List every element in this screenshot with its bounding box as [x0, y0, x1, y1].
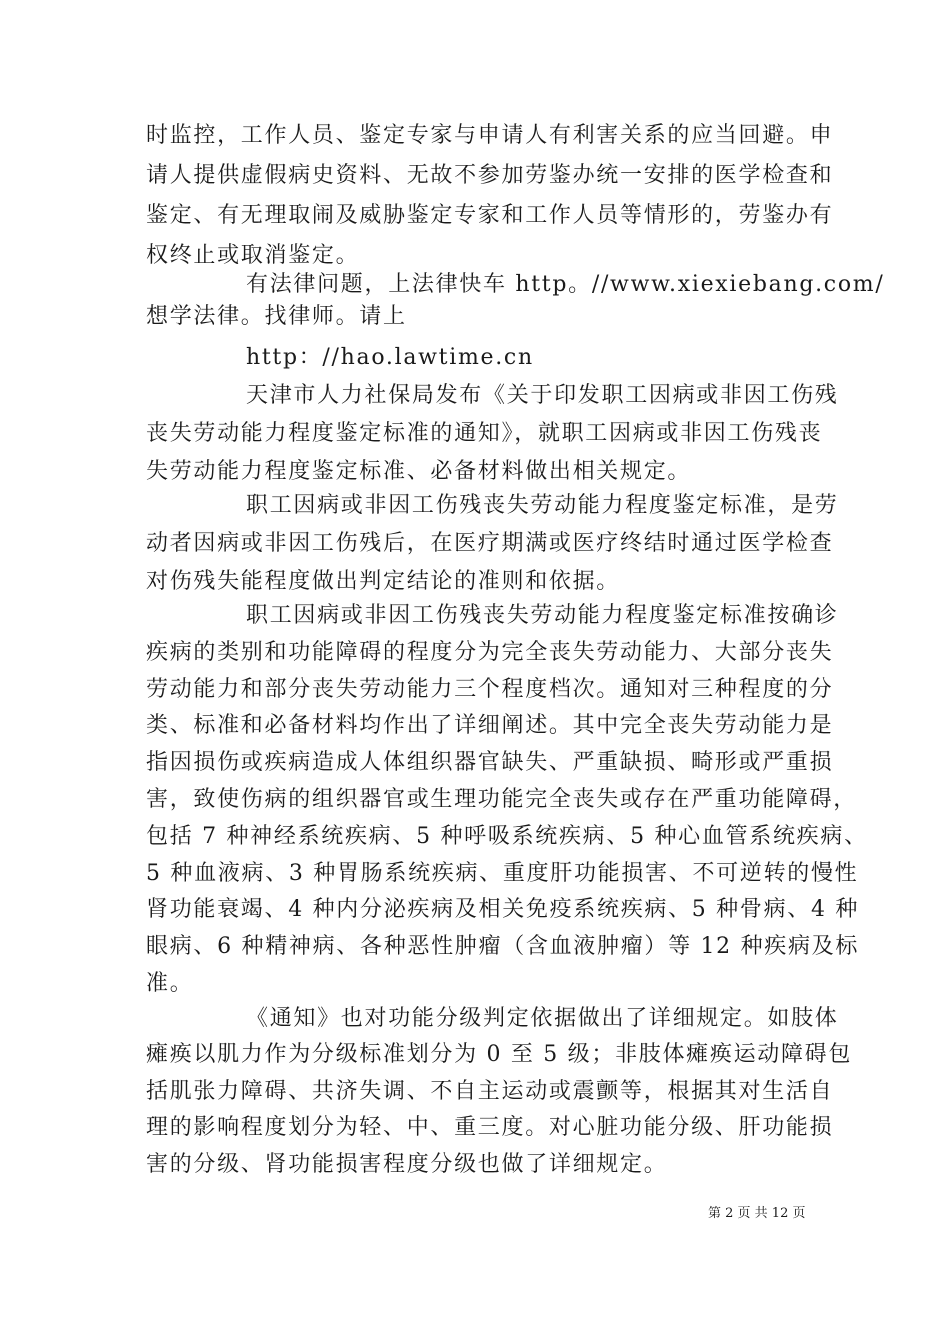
paragraph-line: 劳动能力和部分丧失劳动能力三个程度档次。通知对三种程度的分 — [146, 676, 834, 702]
paragraph-line: 《通知》也对功能分级判定依据做出了详细规定。如肢体 — [246, 1006, 839, 1031]
paragraph-line: 类、标准和必备材料均作出了详细阐述。其中完全丧失劳动能力是 — [146, 713, 834, 739]
paragraph-line: 职工因病或非因工伤残丧失劳动能力程度鉴定标准按确诊 — [246, 603, 839, 628]
paragraph-line: 理的影响程度划分为轻、中、重三度。对心脏功能分级、肝功能损 — [146, 1115, 834, 1141]
paragraph-line: 天津市人力社保局发布《关于印发职工因病或非因工伤残 — [246, 383, 839, 408]
paragraph-line: 括肌张力障碍、共济失调、不自主运动或震颤等，根据其对生活自 — [146, 1078, 834, 1104]
paragraph-line: 包括 7 种神经系统疾病、5 种呼吸系统疾病、5 种心血管系统疾病、 — [146, 823, 868, 849]
page-number: 第 2 页 共 12 页 — [708, 1206, 806, 1221]
paragraph-line: 5 种血液病、3 种胃肠系统疾病、重度肝功能损害、不可逆转的慢性 — [146, 860, 859, 886]
paragraph-line: 指因损伤或疾病造成人体组织器官缺失、严重缺损、畸形或严重损 — [146, 750, 834, 776]
paragraph-line: 请人提供虚假病史资料、无故不参加劳鉴办统一安排的医学检查和 — [146, 163, 834, 188]
paragraph-line: 准。 — [146, 971, 194, 996]
paragraph-line: 想学法律。找律师。请上 — [146, 304, 407, 329]
paragraph-line: 权终止或取消鉴定。 — [146, 243, 360, 268]
paragraph-line: 对伤残失能程度做出判定结论的准则和依据。 — [146, 569, 621, 594]
paragraph-line: 害，致使伤病的组织器官或生理功能完全丧失或存在严重功能障碍， — [146, 787, 858, 812]
paragraph-line: 害的分级、肾功能损害程度分级也做了详细规定。 — [146, 1151, 668, 1177]
paragraph-line: 失劳动能力程度鉴定标准、必备材料做出相关规定。 — [146, 459, 692, 484]
paragraph-line: 时监控，工作人员、鉴定专家与申请人有利害关系的应当回避。申 — [146, 123, 834, 148]
paragraph-line: 瘫痪以肌力作为分级标准划分为 0 至 5 级；非肢体瘫痪运动障碍包 — [146, 1042, 853, 1068]
paragraph-line: 职工因病或非因工伤残丧失劳动能力程度鉴定标准，是劳 — [246, 493, 839, 518]
paragraph-line: 动者因病或非因工伤残后，在医疗期满或医疗终结时通过医学检查 — [146, 531, 834, 556]
paragraph-line: 鉴定、有无理取闹及威胁鉴定专家和工作人员等情形的，劳鉴办有 — [146, 203, 834, 228]
paragraph-line: 眼病、6 种精神病、各种恶性肿瘤（含血液肿瘤）等 12 种疾病及标 — [146, 934, 860, 960]
paragraph-line: 有法律问题，上法律快车 http。//www.xiexiebang.com/ — [246, 272, 885, 297]
paragraph-line: 丧失劳动能力程度鉴定标准的通知》，就职工因病或非因工伤残丧 — [146, 421, 823, 446]
paragraph-line: 疾病的类别和功能障碍的程度分为完全丧失劳动能力、大部分丧失 — [146, 639, 834, 665]
paragraph-line: 肾功能衰竭、4 种内分泌疾病及相关免疫系统疾病、5 种骨病、4 种 — [146, 897, 860, 923]
paragraph-line: http：//hao.lawtime.cn — [246, 345, 534, 370]
